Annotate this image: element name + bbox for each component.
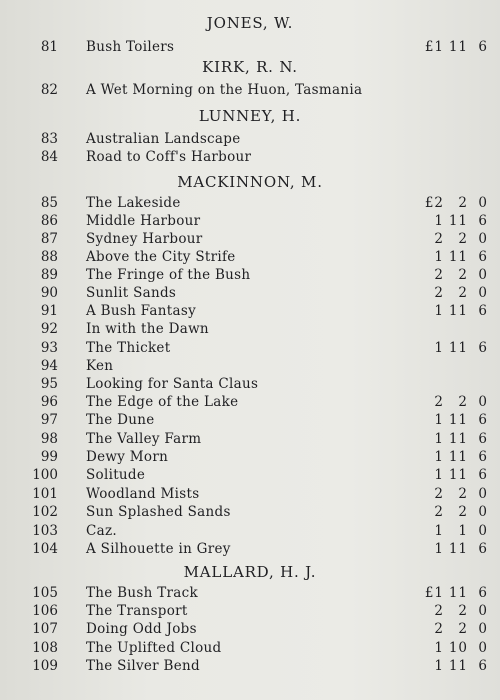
price-shillings: 2 — [458, 603, 468, 619]
price-pence: 6 — [478, 431, 488, 447]
price-pence: 6 — [478, 213, 488, 229]
entry-title: Australian Landscape — [86, 131, 241, 147]
price-pounds: 1 — [434, 431, 444, 447]
entry-number: 107 — [32, 621, 58, 637]
price-shillings: 11 — [448, 340, 468, 356]
price-shillings: 2 — [458, 504, 468, 520]
price-pounds: 1 — [434, 523, 444, 539]
entry-price — [414, 430, 488, 448]
price-pounds: 2 — [434, 504, 444, 520]
entry-number: 88 — [40, 249, 58, 265]
entry-price — [414, 302, 488, 320]
entry-price — [414, 584, 488, 602]
price-pence: 6 — [478, 412, 488, 428]
entry-number: 97 — [40, 412, 58, 428]
catalogue-entry — [0, 266, 500, 284]
entry-title: Sydney Harbour — [86, 231, 203, 247]
entry-title: Doing Odd Jobs — [86, 621, 197, 637]
entry-number: 105 — [32, 585, 58, 601]
catalogue-entry — [0, 620, 500, 638]
catalogue-entry — [0, 503, 500, 521]
price-shillings: 11 — [448, 213, 468, 229]
price-shillings: 2 — [458, 486, 468, 502]
price-shillings: 2 — [458, 621, 468, 637]
entry-title: Above the City Strife — [86, 249, 236, 265]
entry-title: Middle Harbour — [86, 213, 201, 229]
price-shillings: 11 — [448, 412, 468, 428]
entry-number: 101 — [32, 486, 58, 502]
price-pounds: 2 — [434, 486, 444, 502]
entry-title: The Silver Bend — [86, 658, 200, 674]
price-pounds: 2 — [434, 285, 444, 301]
entry-price — [414, 266, 488, 284]
entry-number: 96 — [40, 394, 58, 410]
price-pence: 0 — [478, 504, 488, 520]
price-shillings: 11 — [448, 249, 468, 265]
entry-price — [414, 620, 488, 638]
price-pence: 6 — [478, 541, 488, 557]
entry-title: Woodland Mists — [86, 486, 200, 502]
entry-number: 86 — [40, 213, 58, 229]
entry-number: 92 — [40, 321, 58, 337]
entry-number: 89 — [40, 267, 58, 283]
catalogue-entry — [0, 411, 500, 429]
entry-price — [414, 657, 488, 675]
entry-title: In with the Dawn — [86, 321, 209, 337]
price-shillings: 11 — [448, 39, 468, 55]
catalogue-entry — [0, 584, 500, 602]
price-pounds: 1 — [434, 213, 444, 229]
entry-number: 104 — [32, 541, 58, 557]
entry-number: 93 — [40, 340, 58, 356]
artist-heading: LUNNEY, H. — [198, 107, 302, 125]
catalogue-entry — [0, 375, 500, 393]
price-pence: 0 — [478, 603, 488, 619]
catalogue-entry — [0, 485, 500, 503]
price-pence: 6 — [478, 39, 488, 55]
entry-number: 100 — [32, 467, 58, 483]
price-pounds: 2 — [434, 231, 444, 247]
entry-number: 94 — [40, 358, 58, 374]
entry-price — [414, 38, 488, 56]
price-pounds: 2 — [434, 603, 444, 619]
price-pence: 0 — [478, 640, 488, 656]
entry-number: 82 — [40, 82, 58, 98]
entry-number: 99 — [40, 449, 58, 465]
artist-heading: KIRK, R. N. — [202, 58, 298, 76]
price-pence: 6 — [478, 340, 488, 356]
price-pounds: £1 — [424, 39, 444, 55]
entry-price — [414, 411, 488, 429]
catalogue-entry — [0, 230, 500, 248]
price-shillings: 1 — [458, 523, 468, 539]
entry-title: Sun Splashed Sands — [86, 504, 231, 520]
price-shillings: 11 — [448, 585, 468, 601]
artist-heading: MACKINNON, M. — [177, 173, 323, 191]
entry-title: Sunlit Sands — [86, 285, 177, 301]
catalogue-entry — [0, 466, 500, 484]
price-pence: 0 — [478, 621, 488, 637]
entry-number: 109 — [32, 658, 58, 674]
price-pence: 0 — [478, 486, 488, 502]
entry-title: The Thicket — [86, 340, 171, 356]
price-pence: 6 — [478, 249, 488, 265]
entry-number: 102 — [32, 504, 58, 520]
entry-price — [414, 522, 488, 540]
entry-price — [414, 448, 488, 466]
catalogue-entry — [0, 540, 500, 558]
entry-title: The Valley Farm — [86, 431, 202, 447]
price-pounds: £2 — [424, 195, 444, 211]
artist-heading: JONES, W. — [206, 14, 294, 32]
entry-number: 103 — [32, 523, 58, 539]
entry-number: 106 — [32, 603, 58, 619]
entry-title: The Uplifted Cloud — [86, 640, 222, 656]
price-shillings: 10 — [448, 640, 468, 656]
price-pounds: 1 — [434, 249, 444, 265]
catalogue-entry — [0, 38, 500, 56]
entry-title: Ken — [86, 358, 114, 374]
entry-title: Looking for Santa Claus — [86, 376, 259, 392]
price-pounds: 2 — [434, 394, 444, 410]
price-pounds: 1 — [434, 467, 444, 483]
price-pounds: 1 — [434, 340, 444, 356]
price-pence: 0 — [478, 285, 488, 301]
entry-price — [414, 639, 488, 657]
price-pence: 0 — [478, 267, 488, 283]
entry-number: 90 — [40, 285, 58, 301]
entry-price — [414, 485, 488, 503]
catalogue-entry — [0, 639, 500, 657]
entry-price — [414, 393, 488, 411]
price-pounds: £1 — [424, 585, 444, 601]
entry-number: 87 — [40, 231, 58, 247]
catalogue-entry — [0, 657, 500, 675]
catalogue-entry — [0, 194, 500, 212]
catalogue-entry — [0, 602, 500, 620]
price-shillings: 2 — [458, 394, 468, 410]
entry-number: 95 — [40, 376, 58, 392]
price-shillings: 2 — [458, 195, 468, 211]
price-pounds: 1 — [434, 303, 444, 319]
entry-number: 85 — [40, 195, 58, 211]
entry-title: The Fringe of the Bush — [86, 267, 251, 283]
price-pounds: 1 — [434, 449, 444, 465]
price-pounds: 1 — [434, 640, 444, 656]
price-shillings: 11 — [448, 541, 468, 557]
entry-price — [414, 230, 488, 248]
price-shillings: 11 — [448, 658, 468, 674]
catalogue-entry — [0, 302, 500, 320]
catalogue-entry — [0, 522, 500, 540]
price-shillings: 11 — [448, 449, 468, 465]
catalogue-entry — [0, 430, 500, 448]
catalogue-entry — [0, 320, 500, 338]
entry-title: A Silhouette in Grey — [86, 541, 231, 557]
entry-price — [414, 194, 488, 212]
price-pence: 6 — [478, 303, 488, 319]
price-pence: 0 — [478, 231, 488, 247]
entry-price — [414, 212, 488, 230]
catalogue-entry — [0, 393, 500, 411]
entry-title: Caz. — [86, 523, 117, 539]
entry-title: A Wet Morning on the Huon, Tasmania — [86, 82, 363, 98]
price-pence: 0 — [478, 523, 488, 539]
entry-price — [414, 339, 488, 357]
price-pounds: 1 — [434, 658, 444, 674]
price-pence: 6 — [478, 585, 488, 601]
price-shillings: 11 — [448, 467, 468, 483]
price-shillings: 2 — [458, 285, 468, 301]
entry-title: Bush Toilers — [86, 39, 175, 55]
entry-title: The Lakeside — [86, 195, 181, 211]
price-shillings: 11 — [448, 303, 468, 319]
entry-price — [414, 248, 488, 266]
price-pence: 6 — [478, 449, 488, 465]
entry-title: The Dune — [86, 412, 155, 428]
entry-title: The Transport — [86, 603, 188, 619]
catalogue-entry — [0, 212, 500, 230]
artist-heading: MALLARD, H. J. — [183, 563, 317, 581]
entry-title: Solitude — [86, 467, 146, 483]
entry-title: The Bush Track — [86, 585, 198, 601]
entry-number: 83 — [40, 131, 58, 147]
entry-number: 84 — [40, 149, 58, 165]
price-pounds: 2 — [434, 267, 444, 283]
price-pence: 0 — [478, 195, 488, 211]
entry-price — [414, 284, 488, 302]
entry-number: 98 — [40, 431, 58, 447]
price-pounds: 1 — [434, 541, 444, 557]
catalogue-entry — [0, 448, 500, 466]
catalogue-entry — [0, 81, 500, 99]
entry-number: 91 — [40, 303, 58, 319]
price-shillings: 11 — [448, 431, 468, 447]
price-shillings: 2 — [458, 231, 468, 247]
entry-title: A Bush Fantasy — [86, 303, 196, 319]
entry-number: 108 — [32, 640, 58, 656]
entry-title: The Edge of the Lake — [86, 394, 239, 410]
catalogue-entry — [0, 130, 500, 148]
catalogue-entry — [0, 148, 500, 166]
price-pence: 6 — [478, 658, 488, 674]
entry-title: Road to Coff's Harbour — [86, 149, 252, 165]
price-shillings: 2 — [458, 267, 468, 283]
catalogue-entry — [0, 357, 500, 375]
price-pounds: 1 — [434, 412, 444, 428]
entry-number: 81 — [40, 39, 58, 55]
price-pence: 0 — [478, 394, 488, 410]
entry-price — [414, 602, 488, 620]
entry-price — [414, 503, 488, 521]
entry-price — [414, 540, 488, 558]
catalogue-entry — [0, 339, 500, 357]
entry-price — [414, 466, 488, 484]
catalogue-entry — [0, 284, 500, 302]
catalogue-entry — [0, 248, 500, 266]
price-pounds: 2 — [434, 621, 444, 637]
entry-title: Dewy Morn — [86, 449, 169, 465]
price-pence: 6 — [478, 467, 488, 483]
